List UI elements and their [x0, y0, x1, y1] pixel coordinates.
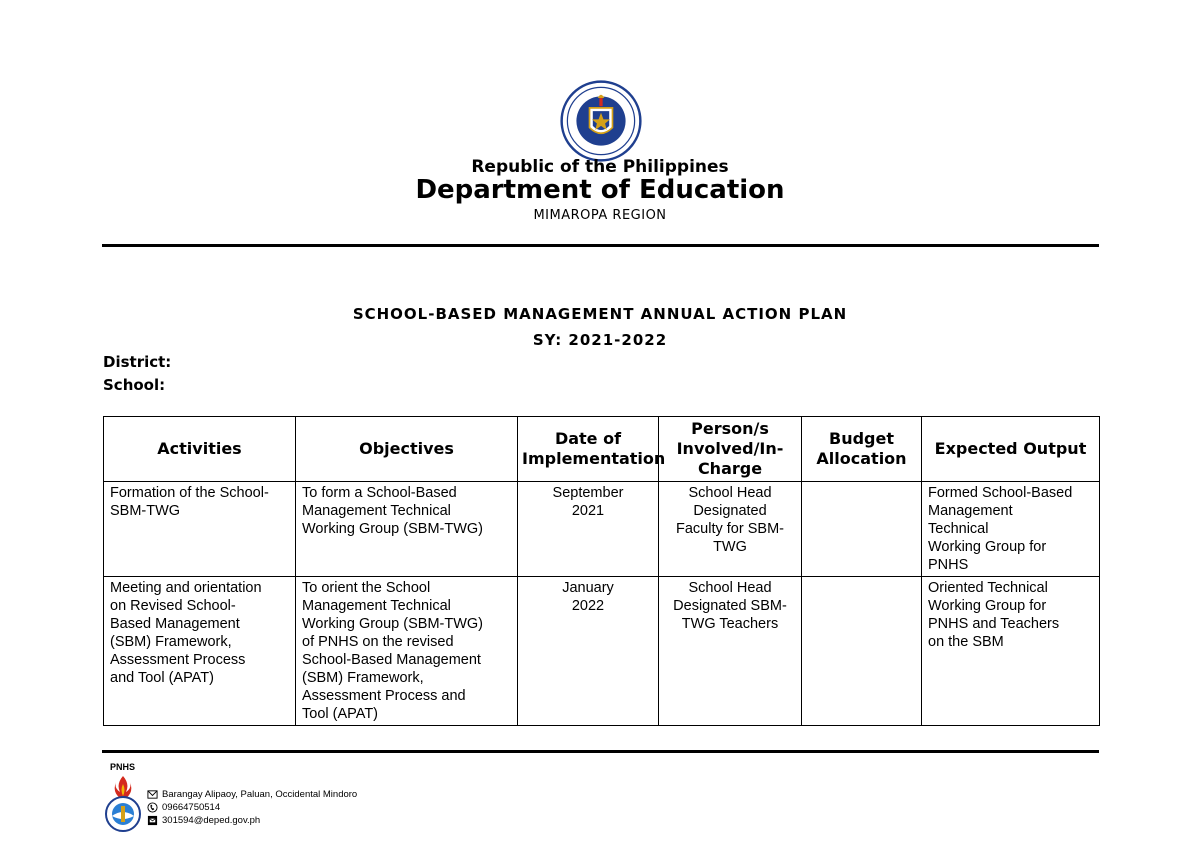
- header-budget: Budget Allocation: [802, 417, 922, 482]
- header-persons: Person/s Involved/In- Charge: [659, 417, 802, 482]
- republic-heading: Republic of the Philippines: [471, 157, 729, 177]
- cell-objectives: To orient the School Management Technical Working Group (SBM-TWG) of PNHS on the revised School-Based Management (SBM) Framework, Assessment Process and Tool (APAT): [296, 577, 518, 726]
- header-date: Date of Implementation: [518, 417, 659, 482]
- cell-output: Oriented Technical Working Group for PNHS and Teachers on the SBM: [922, 577, 1100, 726]
- phone-icon: [147, 802, 158, 813]
- cell-date: September 2021: [518, 482, 659, 577]
- cell-objectives: To form a School-Based Management Technical Working Group (SBM-TWG): [296, 482, 518, 577]
- header-output: Expected Output: [922, 417, 1100, 482]
- contact-address: [147, 789, 357, 800]
- cell-persons: School Head Designated SBM- TWG Teachers: [659, 577, 802, 726]
- cell-output: Formed School-Based Management Technical Working Group for PNHS: [922, 482, 1100, 577]
- phone-text: 09664750514: [162, 802, 221, 813]
- district-label: District:: [103, 353, 172, 371]
- table-row: [104, 577, 1100, 726]
- cell-activities: Formation of the School- SBM-TWG: [104, 482, 296, 577]
- email-text: 301594@deped.gov.ph: [162, 815, 261, 826]
- region-heading: MIMAROPA REGION: [533, 208, 667, 223]
- footer-divider: [102, 750, 1099, 753]
- cell-budget: [802, 577, 922, 726]
- cell-budget: [802, 482, 922, 577]
- contact-email: [147, 815, 260, 826]
- address-text: Barangay Alipaoy, Paluan, Occidental Mindoro: [162, 789, 358, 800]
- header-divider: [102, 244, 1099, 247]
- email-icon: [147, 815, 158, 826]
- header-objectives: Objectives: [296, 417, 518, 482]
- plan-title: SCHOOL-BASED MANAGEMENT ANNUAL ACTION PLAN: [352, 305, 848, 323]
- school-year: SY: 2021-2022: [532, 331, 668, 349]
- table-header-row: [104, 417, 1100, 482]
- cell-persons: School Head Designated Faculty for SBM- TWG: [659, 482, 802, 577]
- header-activities: Activities: [104, 417, 296, 482]
- table-row: [104, 482, 1100, 577]
- pnhs-logo: [102, 762, 144, 834]
- deped-seal-logo: [560, 80, 642, 162]
- cell-activities: Meeting and orientation on Revised School- Based Management (SBM) Framework, Assessment Process and Tool (APAT): [104, 577, 296, 726]
- action-plan-table: [103, 416, 1100, 726]
- school-abbreviation: PNHS: [110, 762, 136, 772]
- school-label: School:: [103, 376, 166, 394]
- department-heading: Department of Education: [415, 175, 785, 205]
- cell-date: January 2022: [518, 577, 659, 726]
- contact-phone: [147, 802, 220, 813]
- address-icon: [147, 789, 158, 800]
